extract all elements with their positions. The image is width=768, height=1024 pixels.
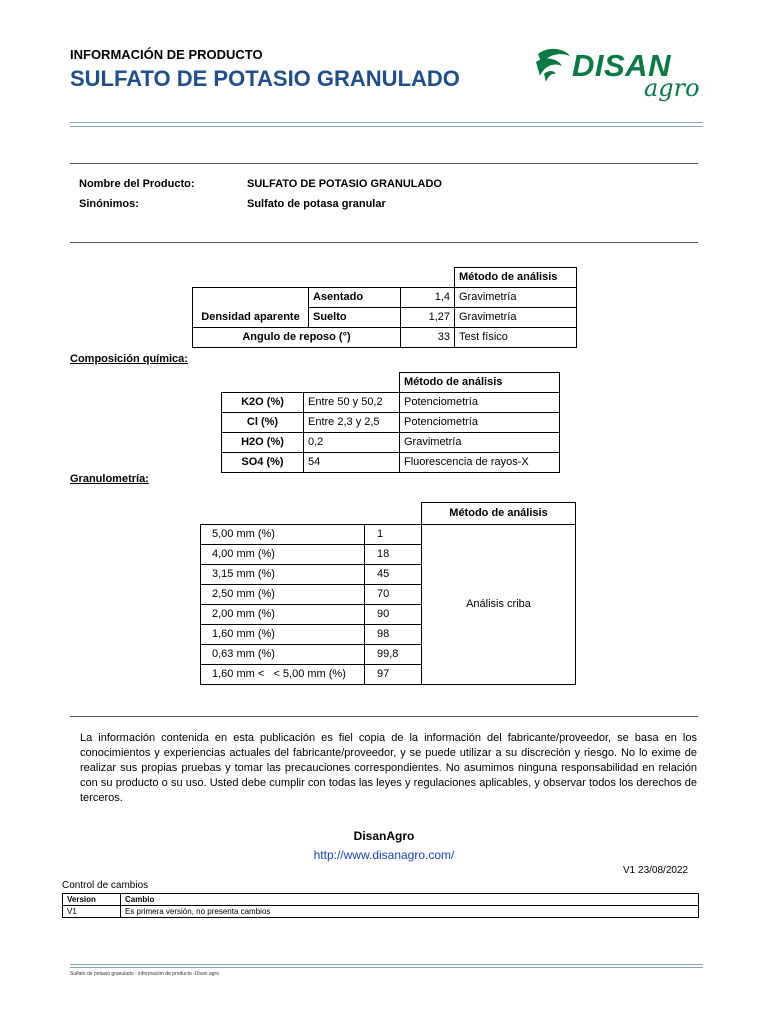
- table-row: [193, 328, 577, 348]
- change-version: V1: [63, 906, 121, 918]
- component-method: Potenciometría: [400, 413, 560, 433]
- disclaimer-text: La información contenida en esta publicación es fiel copia de la información del fabricante/proveedor, se basa en los conocimientos y experiencias actuales del fabricante/proveedor, y se puede utilizar a su discreción y riesgo. No lo exime de realizar sus propias pruebas y tomar las precauciones correspondientes. No asumimos ninguna responsabilidad en relación con su producto o su uso. Usted debe cumplir con todas las leyes y regulaciones aplicables, y observar todos los derechos de terceros.: [80, 732, 697, 804]
- footer-rule-bottom: [70, 967, 703, 968]
- logo-wordmark: DISAN: [572, 48, 671, 83]
- disan-agro-logo: [534, 46, 714, 102]
- sieve-value: 70: [365, 585, 422, 605]
- table-row: [222, 453, 560, 473]
- density-label: Densidad aparente: [193, 288, 309, 328]
- angle-value: 33: [401, 328, 455, 348]
- sieve-size: 4,00 mm (%): [201, 545, 365, 565]
- company-website-link[interactable]: http://www.disanagro.com/: [313, 848, 455, 862]
- component-label: H2O (%): [222, 433, 304, 453]
- method-header: Método de análisis: [422, 503, 576, 525]
- sieve-value: 18: [365, 545, 422, 565]
- sieve-value: 98: [365, 625, 422, 645]
- header-rule-top: [70, 122, 703, 123]
- product-name-label: Nombre del Producto:: [79, 178, 195, 190]
- synonyms-value: Sulfato de potasa granular: [247, 198, 386, 210]
- sieve-value: 45: [365, 565, 422, 585]
- table-row: [193, 288, 577, 308]
- granulometry-section-title: Granulometría:: [70, 473, 149, 485]
- product-name-value: SULFATO DE POTASIO GRANULADO: [247, 178, 442, 190]
- change-control-table: [62, 893, 699, 918]
- table-row: [201, 525, 576, 545]
- density-method: Gravimetría: [455, 308, 577, 328]
- granulometry-method: Análisis criba: [422, 525, 576, 685]
- table-row: [222, 393, 560, 413]
- sieve-value: 1: [365, 525, 422, 545]
- change-description: Es primera versión, no presenta cambios: [121, 906, 699, 918]
- density-value: 1,4: [401, 288, 455, 308]
- component-label: SO4 (%): [222, 453, 304, 473]
- divider: [70, 716, 698, 717]
- component-value: Entre 2,3 y 2,5: [304, 413, 400, 433]
- density-method: Gravimetría: [455, 288, 577, 308]
- leaf-swoosh-icon: [534, 46, 574, 88]
- sieve-size: 1,60 mm < < 5,00 mm (%): [201, 665, 365, 685]
- component-label: Cl (%): [222, 413, 304, 433]
- chemical-section-title: Composición química:: [70, 353, 188, 365]
- document-title: SULFATO DE POTASIO GRANULADO: [70, 66, 460, 91]
- density-type: Asentado: [309, 288, 401, 308]
- component-method: Fluorescencia de rayos-X: [400, 453, 560, 473]
- component-method: Potenciometría: [400, 393, 560, 413]
- component-method: Gravimetría: [400, 433, 560, 453]
- physical-properties-table: [192, 267, 577, 348]
- granulometry-table: [200, 502, 576, 685]
- sieve-value: 99,8: [365, 645, 422, 665]
- footer-rule-top: [70, 964, 703, 965]
- sieve-value: 97: [365, 665, 422, 685]
- divider: [70, 242, 698, 243]
- change-control-title: Control de cambios: [62, 880, 149, 891]
- sieve-size: 5,00 mm (%): [201, 525, 365, 545]
- header-rule-bottom: [70, 126, 703, 127]
- chemical-composition-table: [221, 372, 560, 473]
- table-row: [63, 906, 699, 918]
- component-value: 54: [304, 453, 400, 473]
- page-footer: Sulfato de potasio granulado - información de producto -Disan agro: [70, 971, 219, 977]
- sieve-size: 2,50 mm (%): [201, 585, 365, 605]
- density-value: 1,27: [401, 308, 455, 328]
- component-value: Entre 50 y 50,2: [304, 393, 400, 413]
- component-label: K2O (%): [222, 393, 304, 413]
- sieve-size: 3,15 mm (%): [201, 565, 365, 585]
- document-version: V1 23/08/2022: [623, 865, 689, 876]
- version-column-header: Version: [63, 894, 121, 906]
- sieve-size: 2,00 mm (%): [201, 605, 365, 625]
- sieve-value: 90: [365, 605, 422, 625]
- company-name: DisanAgro: [353, 829, 415, 843]
- method-header: Método de análisis: [455, 268, 577, 288]
- component-value: 0,2: [304, 433, 400, 453]
- sieve-size: 1,60 mm (%): [201, 625, 365, 645]
- table-row: [222, 433, 560, 453]
- divider: [70, 163, 698, 164]
- method-header: Método de análisis: [400, 373, 560, 393]
- synonyms-label: Sinónimos:: [79, 198, 139, 210]
- angle-method: Test físico: [455, 328, 577, 348]
- table-row: [222, 413, 560, 433]
- document-subtitle: INFORMACIÓN DE PRODUCTO: [70, 47, 263, 62]
- sieve-size: 0,63 mm (%): [201, 645, 365, 665]
- logo-subword: agro: [644, 74, 700, 102]
- density-type: Suelto: [309, 308, 401, 328]
- angle-label: Angulo de reposo (°): [193, 328, 401, 348]
- change-column-header: Cambio: [121, 894, 699, 906]
